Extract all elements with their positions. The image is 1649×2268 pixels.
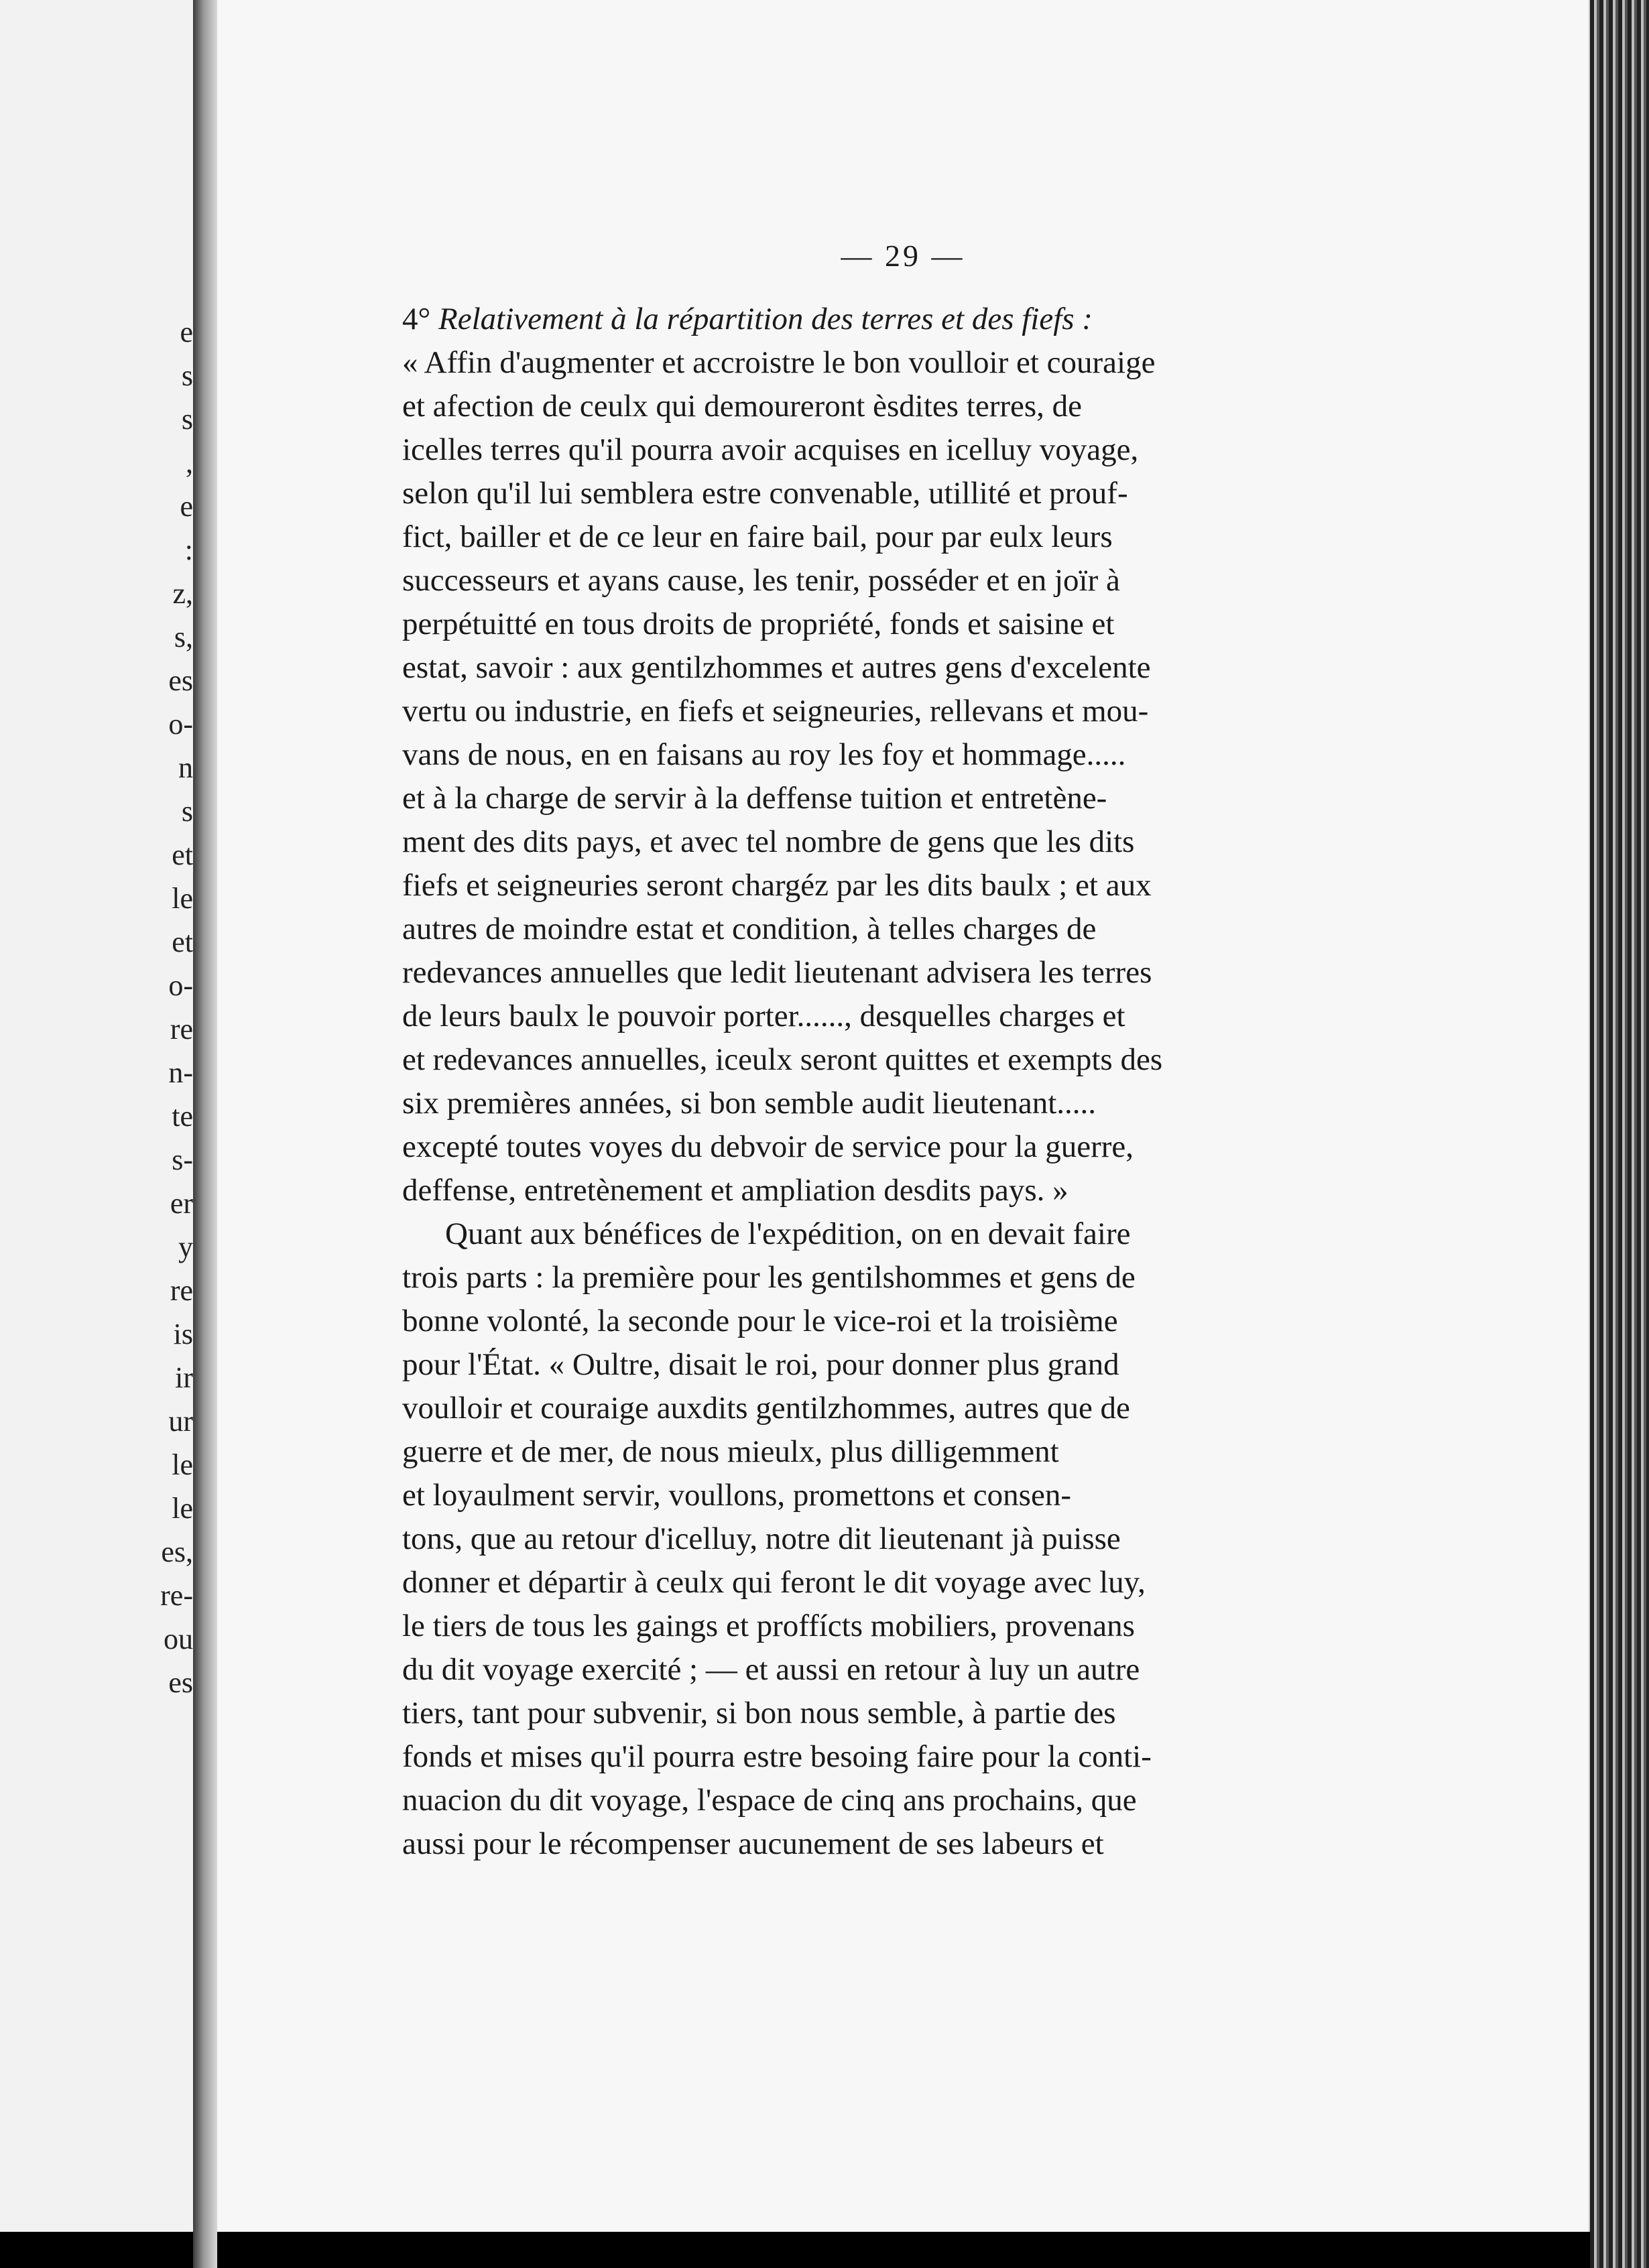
- text-line: du dit voyage exercité ; — et aussi en retour à luy un autre: [402, 1652, 1140, 1687]
- facing-page-fragment: es,: [161, 1535, 193, 1568]
- text-line: estat, savoir : aux gentilzhommes et autres gens d'excelente: [402, 650, 1151, 685]
- text-line: fict, bailler et de ce leur en faire bail, pour par eulx leurs: [402, 519, 1113, 554]
- text-line: ment des dits pays, et avec tel nombre de gens que les dits: [402, 824, 1135, 859]
- text-line: autres de moindre estat et condition, à telles charges de: [402, 911, 1097, 946]
- facing-page-fragment: re: [170, 1274, 193, 1307]
- text-line: trois parts : la première pour les gentilshommes et gens de: [402, 1260, 1136, 1295]
- facing-page-fragment: et: [172, 838, 193, 871]
- facing-page-fragment: s,: [174, 621, 193, 653]
- text-line: successeurs et ayans cause, les tenir, posséder et en joïr à: [402, 563, 1120, 598]
- text-line: de leurs baulx le pouvoir porter......, desquelles charges et: [402, 999, 1125, 1033]
- heading-text: Relativement à la répartition des terres et des fiefs :: [438, 302, 1093, 336]
- facing-page-fragment: es: [168, 1666, 193, 1699]
- text-line: bonne volonté, la seconde pour le vice-roi et la troisième: [402, 1304, 1118, 1338]
- facing-page-fragment: n-: [168, 1056, 193, 1089]
- facing-page-fragment: s: [181, 403, 193, 436]
- facing-page-fragment: z,: [172, 577, 193, 610]
- facing-page-fragment: o-: [168, 969, 193, 1002]
- text-line: et afection de ceulx qui demoureront èsdites terres, de: [402, 389, 1083, 424]
- section-heading: [402, 298, 1499, 341]
- text-line: aussi pour le récompenser aucunement de ses labeurs et: [402, 1826, 1104, 1861]
- page-edges: [1590, 0, 1649, 2268]
- text-line: vans de nous, en en faisans au roy les foy et hommage.....: [402, 737, 1126, 772]
- facing-page-fragment: is: [173, 1318, 193, 1350]
- page-number: — 29 —: [841, 239, 965, 273]
- text-line: voulloir et couraige auxdits gentilzhommes, autres que de: [402, 1391, 1130, 1426]
- facing-page-fragment: y: [178, 1231, 193, 1263]
- facing-page-fragment: o-: [168, 708, 193, 741]
- text-line: et à la charge de servir à la deffense tuition et entretène-: [402, 781, 1107, 816]
- text-line: fonds et mises qu'il pourra estre besoing faire pour la conti-: [402, 1739, 1152, 1774]
- text-line: pour l'État. « Oultre, disait le roi, pour donner plus grand: [402, 1347, 1119, 1382]
- text-line: selon qu'il lui semblera estre convenable, utillité et prouf-: [402, 476, 1128, 511]
- facing-page-fragment: er: [170, 1187, 193, 1220]
- text-line: Quant aux bénéfices de l'expédition, on en devait faire: [445, 1216, 1131, 1251]
- text-line: vertu ou industrie, en fiefs et seigneuries, rellevans et mou-: [402, 694, 1149, 729]
- facing-page-fragment: le: [172, 1448, 193, 1481]
- heading-number: 4°: [402, 302, 431, 336]
- facing-page-fragment: ou: [164, 1623, 193, 1655]
- text-line: deffense, entretènement et ampliation desdits pays. »: [402, 1173, 1068, 1208]
- facing-page-fragment: e: [180, 490, 193, 523]
- facing-page-fragment: le: [172, 882, 193, 915]
- facing-page: [0, 0, 201, 2232]
- facing-page-fragment: le: [172, 1492, 193, 1525]
- page-body: [402, 298, 1499, 1866]
- facing-page-fragment: es: [168, 664, 193, 697]
- facing-page-fragment: et: [172, 926, 193, 958]
- facing-page-fragment: s-: [172, 1143, 193, 1176]
- text-line: « Affin d'augmenter et accroistre le bon voulloir et couraige: [402, 345, 1156, 380]
- facing-page-fragment: s: [181, 795, 193, 828]
- facing-page-fragment: ur: [168, 1405, 193, 1438]
- facing-page-fragment: s: [181, 359, 193, 392]
- text-line: le tiers de tous les gaings et proffícts mobiliers, provenans: [402, 1609, 1135, 1643]
- facing-page-fragment: re-: [160, 1579, 193, 1612]
- text-line: six premières années, si bon semble audit lieutenant.....: [402, 1086, 1097, 1121]
- facing-page-fragment: e: [180, 316, 193, 349]
- text-line: tiers, tant pour subvenir, si bon nous semble, à partie des: [402, 1696, 1116, 1730]
- facing-page-fragment: :: [184, 533, 193, 566]
- text-line: perpétuitté en tous droits de propriété, fonds et saisine et: [402, 607, 1115, 641]
- facing-page-fragment: ,: [186, 446, 193, 479]
- facing-page-fragment: n: [178, 751, 193, 784]
- text-line: fiefs et seigneuries seront chargéz par les dits baulx ; et aux: [402, 868, 1152, 903]
- text-line: tons, que au retour d'icelluy, notre dit lieutenant jà puisse: [402, 1521, 1121, 1556]
- book-gutter: [193, 0, 217, 2268]
- text-line: redevances annuelles que ledit lieutenant advisera les terres: [402, 955, 1152, 990]
- text-line: et redevances annuelles, iceulx seront quittes et exempts des: [402, 1042, 1163, 1077]
- text-line: icelles terres qu'il pourra avoir acquises en icelluy voyage,: [402, 432, 1139, 467]
- book-page: [217, 0, 1593, 2232]
- text-line: et loyaulment servir, voullons, promettons et consen-: [402, 1478, 1071, 1513]
- text-line: donner et départir à ceulx qui feront le dit voyage avec luy,: [402, 1565, 1146, 1600]
- text-line: guerre et de mer, de nous mieulx, plus dilligemment: [402, 1434, 1059, 1469]
- text-line: excepté toutes voyes du debvoir de service pour la guerre,: [402, 1129, 1134, 1164]
- facing-page-fragment: te: [172, 1100, 193, 1133]
- facing-page-fragment: ir: [175, 1361, 193, 1394]
- facing-page-fragment: re: [170, 1013, 193, 1046]
- text-line: nuacion du dit voyage, l'espace de cinq ans prochains, que: [402, 1783, 1137, 1818]
